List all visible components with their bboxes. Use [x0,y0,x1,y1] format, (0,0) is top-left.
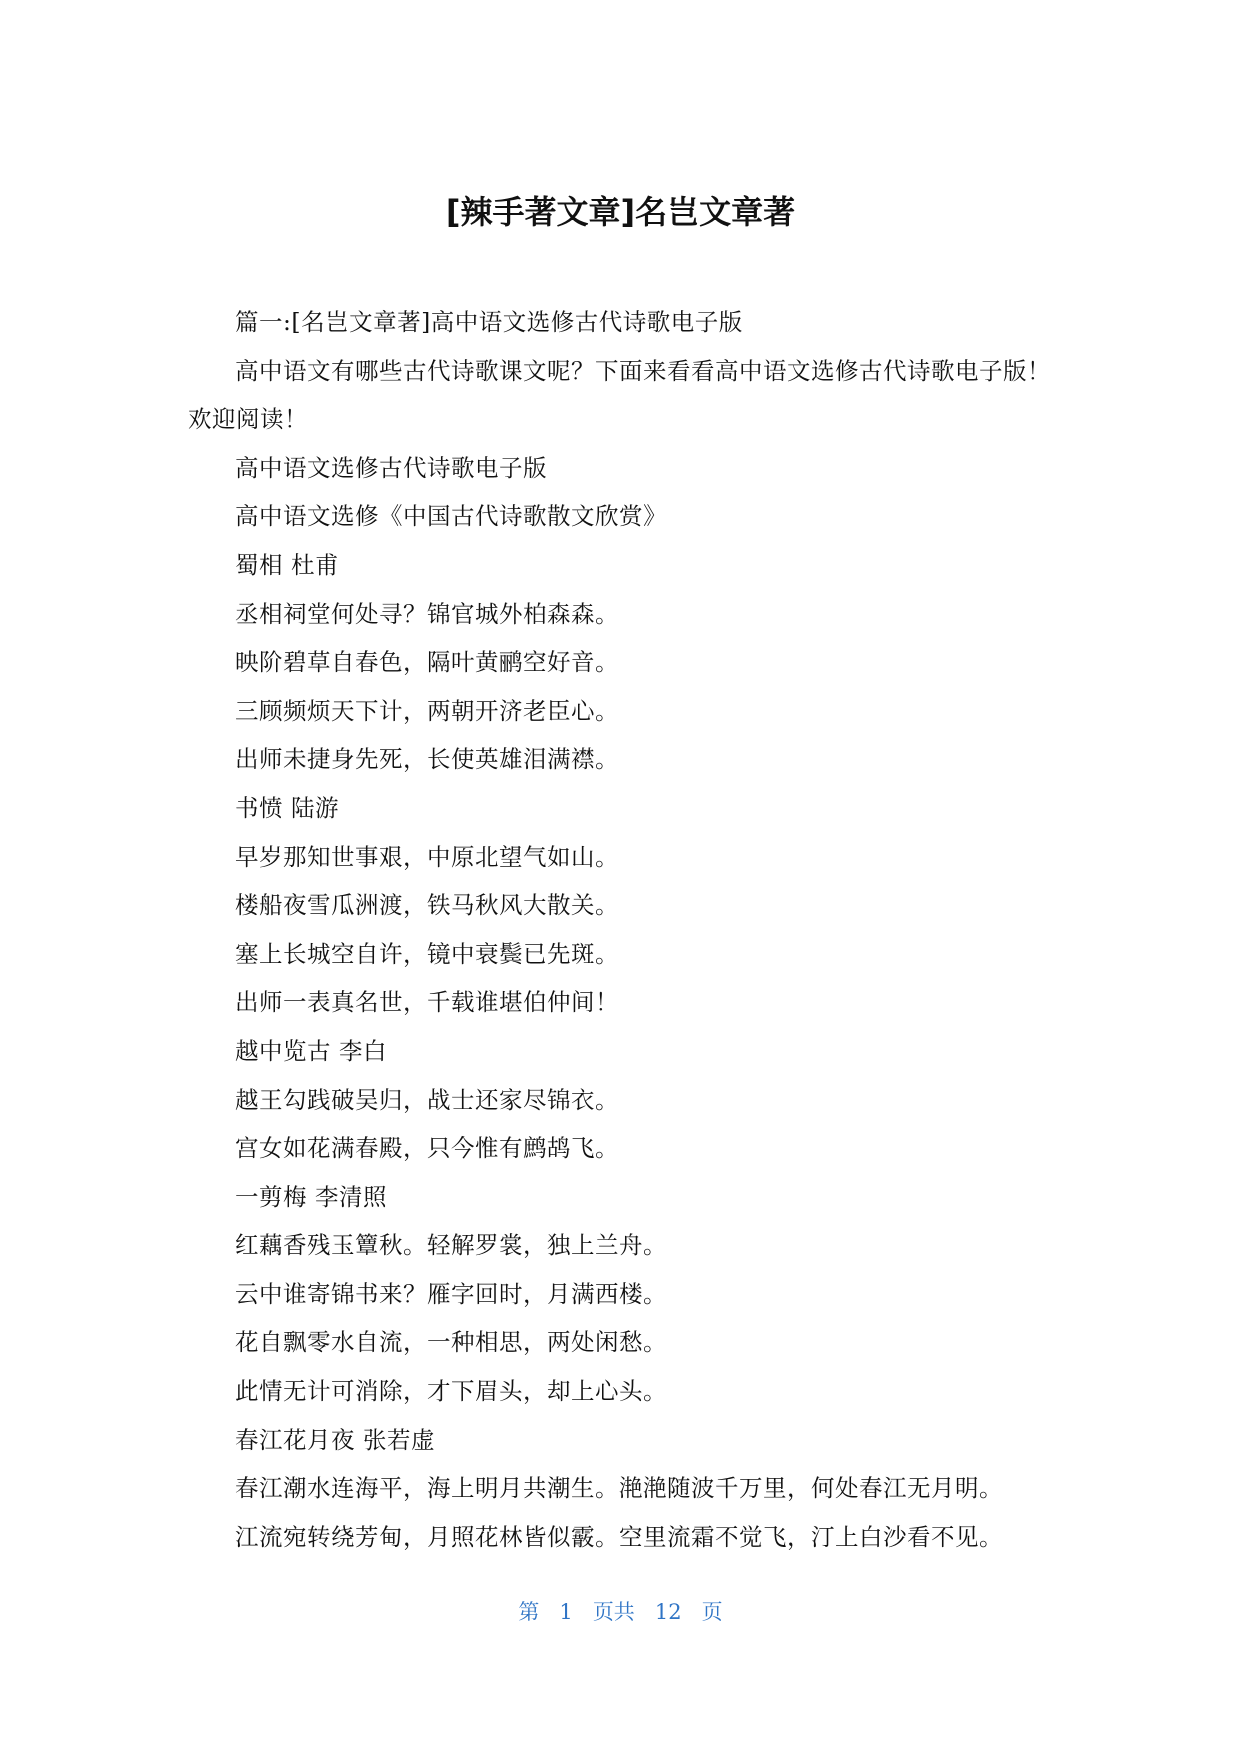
poem-line: 早岁那知世事艰，中原北望气如山。 [235,842,619,871]
footer-suffix: 页 [701,1600,723,1624]
document-title: [辣手著文章]名岂文章著 [445,193,796,231]
poem-line: 出师未捷身先死，长使英雄泪满襟。 [235,745,619,774]
poem-line: 映阶碧草自春色，隔叶黄鹂空好音。 [235,648,619,677]
poem-line: 云中谁寄锦书来？雁字回时，月满西楼。 [235,1279,667,1308]
poem-line: 出师一表真名世，千载谁堪伯仲间！ [235,988,619,1017]
paragraph: 高中语文选修古代诗歌电子版 [235,453,547,482]
total-pages-number: 12 [654,1600,682,1624]
page-number-footer [0,1597,1241,1627]
footer-prefix: 第 [518,1600,540,1624]
paragraph: 高中语文有哪些古代诗歌课文呢？下面来看看高中语文选修古代诗歌电子版！欢迎阅读！ [188,356,1051,434]
footer-middle: 页共 [592,1600,635,1624]
poem-line: 春江潮水连海平，海上明月共潮生。滟滟随波千万里，何处春江无月明。 [235,1474,1003,1503]
poem-line: 红藕香残玉簟秋。轻解罗裳，独上兰舟。 [235,1231,667,1260]
poem-line: 此情无计可消除，才下眉头，却上心头。 [235,1377,667,1406]
poem-line: 宫女如花满春殿，只今惟有鹧鸪飞。 [235,1134,619,1163]
poem-line: 越王勾践破吴归，战士还家尽锦衣。 [235,1085,619,1114]
poem-heading: 书愤 陆游 [235,793,339,822]
paragraph: 篇一:[名岂文章著]高中语文选修古代诗歌电子版 [235,308,743,336]
poem-line: 楼船夜雪瓜洲渡，铁马秋风大散关。 [235,891,619,920]
poem-line: 花自飘零水自流，一种相思，两处闲愁。 [235,1328,667,1357]
poem-line: 江流宛转绕芳甸，月照花林皆似霰。空里流霜不觉飞，汀上白沙看不见。 [235,1522,1003,1551]
current-page-number: 1 [559,1600,573,1624]
poem-heading: 越中览古 李白 [235,1036,387,1065]
poem-heading: 春江花月夜 张若虚 [235,1425,435,1454]
poem-line: 塞上长城空自许，镜中衰鬓已先斑。 [235,939,619,968]
poem-line: 三顾频烦天下计，两朝开济老臣心。 [235,696,619,725]
poem-line: 丞相祠堂何处寻？锦官城外柏森森。 [235,599,619,628]
poem-heading: 蜀相 杜甫 [235,550,339,579]
poem-heading: 一剪梅 李清照 [235,1182,387,1211]
document-body [188,298,1054,1561]
paragraph: 高中语文选修《中国古代诗歌散文欣赏》 [235,502,667,531]
